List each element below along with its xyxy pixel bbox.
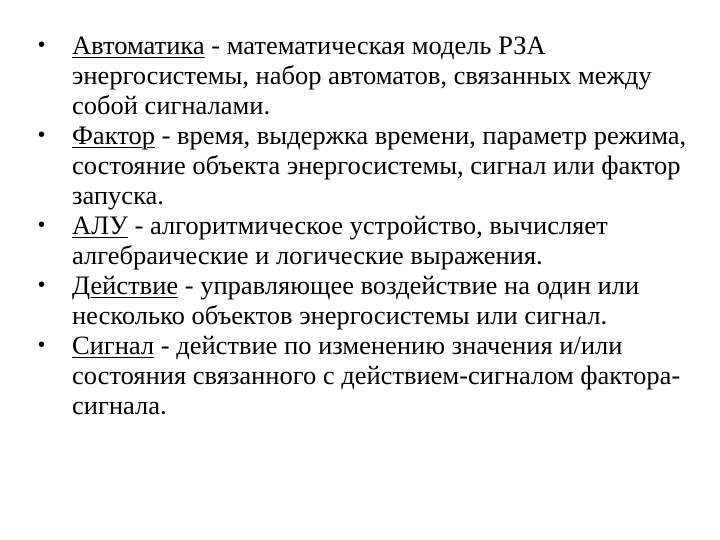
list-item-signal [38,330,698,420]
definition-alu: - алгоритмическое устройство, вычисляет алгебраические и логические выражения. [72,210,608,270]
definition-action: - управляющее воздействие на один или несколько объектов энергосистемы или сигнал. [72,270,640,330]
list-item-automatics [38,30,698,120]
term-automatics: Автоматика [72,30,205,60]
term-factor: Фактор [72,120,155,150]
bullet-list [38,30,698,420]
bullet-icon: • [38,334,46,356]
definition-signal: - действие по изменению значения и/или состояния связанного с действием-сигналом фактора-сигнала. [72,330,681,420]
list-item-alu [38,210,698,270]
bullet-icon: • [38,214,46,236]
list-item-factor [38,120,698,210]
list-item-action [38,270,698,330]
definition-factor: - время, выдержка времени, параметр режима, состояние объекта энергосистемы, сигнал или фактор запуска. [72,120,687,210]
slide-content [38,30,698,420]
bullet-icon: • [38,34,46,56]
term-action: Действие [72,270,179,300]
term-alu: АЛУ [72,210,128,240]
bullet-icon: • [38,124,46,146]
definition-automatics: - математическая модель РЗА энергосистемы, набор автоматов, связанных между собой сигналами. [72,30,652,120]
term-signal: Сигнал [72,330,155,360]
bullet-icon: • [38,274,46,296]
